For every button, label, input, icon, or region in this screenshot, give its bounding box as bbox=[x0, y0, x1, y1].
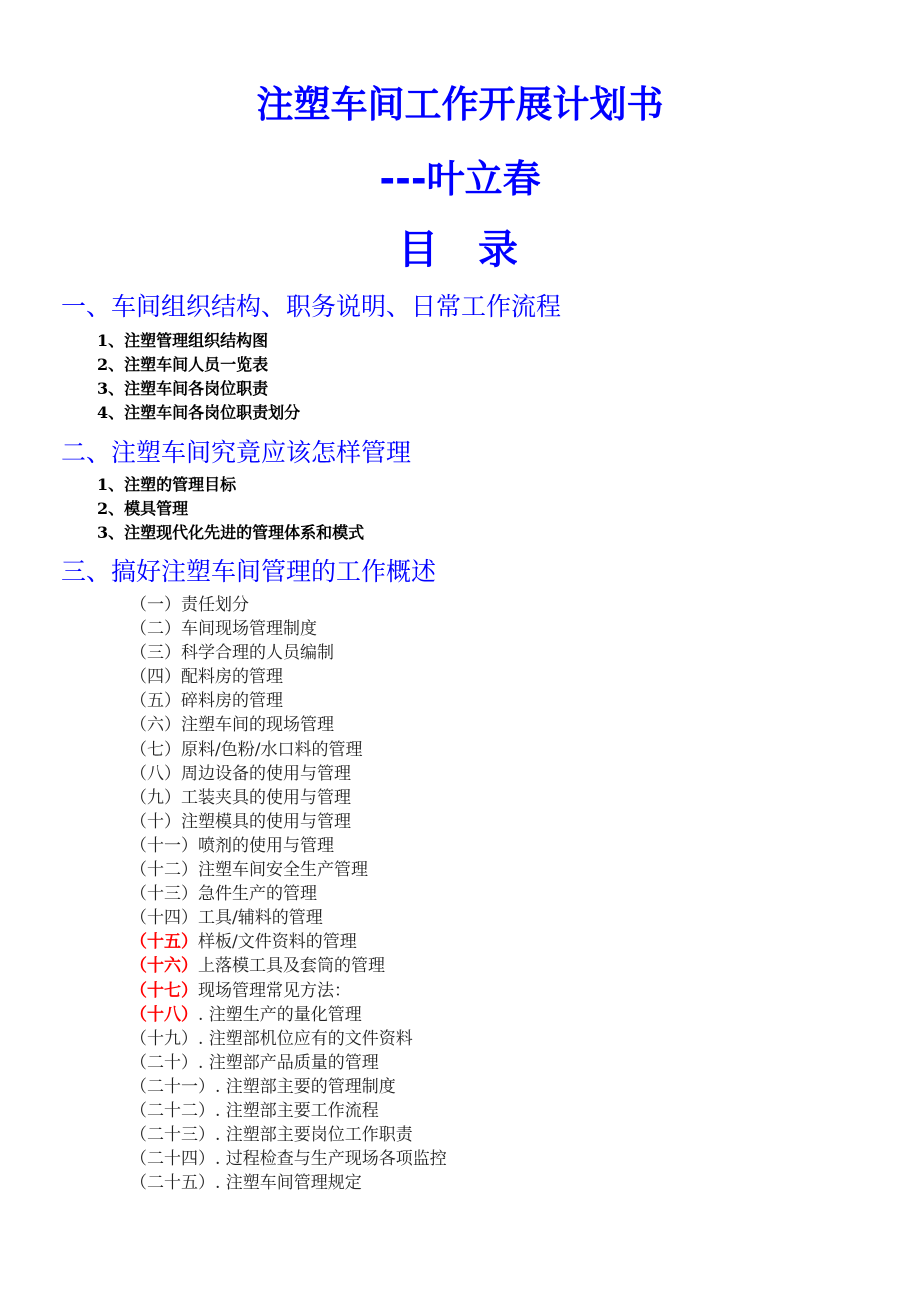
detail-item-number: （二十） bbox=[130, 1052, 198, 1073]
detail-item-number: （三） bbox=[130, 643, 181, 664]
detail-item bbox=[130, 810, 447, 834]
detail-item bbox=[130, 1003, 447, 1027]
detail-item-number: （十） bbox=[130, 811, 181, 832]
author-line: ---叶立春 bbox=[379, 157, 541, 201]
toc-heading: 目录 bbox=[398, 227, 558, 273]
section-1-heading: 一、车间组织结构、职务说明、日常工作流程 bbox=[61, 292, 562, 321]
detail-item-number: （十五） bbox=[130, 932, 198, 953]
detail-item bbox=[130, 930, 447, 954]
detail-item-number: （六） bbox=[130, 715, 181, 736]
detail-item-text: 注塑车间安全生产管理 bbox=[198, 860, 368, 881]
detail-item bbox=[130, 689, 447, 713]
detail-item-text: . 注塑部产品质量的管理 bbox=[198, 1052, 379, 1073]
detail-item bbox=[130, 665, 447, 689]
detail-item-number: （二十一） bbox=[130, 1076, 215, 1097]
section-3-heading: 三、搞好注塑车间管理的工作概述 bbox=[61, 557, 437, 586]
detail-item-text: . 注塑生产的量化管理 bbox=[198, 1004, 362, 1025]
detail-item-number: （二） bbox=[130, 619, 181, 640]
detail-item bbox=[130, 786, 447, 810]
detail-item-text: 注塑车间的现场管理 bbox=[181, 715, 334, 736]
detail-item-text: 喷剂的使用与管理 bbox=[198, 835, 334, 856]
detail-item-text: 车间现场管理制度 bbox=[181, 619, 317, 640]
detail-item-text: . 注塑车间管理规定 bbox=[215, 1173, 362, 1194]
detail-item bbox=[130, 738, 447, 762]
detail-item-number: （十九） bbox=[130, 1028, 198, 1049]
detail-item bbox=[130, 713, 447, 737]
detail-item bbox=[130, 834, 447, 858]
detail-item bbox=[130, 1147, 447, 1171]
detail-item-number: （十四） bbox=[130, 908, 198, 929]
detail-item-text: 原料/色粉/水口料的管理 bbox=[181, 739, 363, 760]
detail-item-text: 现场管理常见方法： bbox=[198, 980, 351, 1001]
detail-item-text: 配料房的管理 bbox=[181, 667, 283, 688]
detail-item bbox=[130, 1051, 447, 1075]
detail-item bbox=[130, 1075, 447, 1099]
detail-item bbox=[130, 858, 447, 882]
detail-item bbox=[130, 954, 447, 978]
detail-item bbox=[130, 1099, 447, 1123]
detail-item bbox=[130, 1171, 447, 1195]
section-1-item: 1、注塑管理组织结构图 bbox=[97, 331, 269, 350]
detail-item-text: 科学合理的人员编制 bbox=[181, 643, 334, 664]
detail-item-text: 责任划分 bbox=[181, 595, 249, 615]
detail-item-text: 工装夹具的使用与管理 bbox=[181, 787, 351, 808]
detail-item-number: （七） bbox=[130, 739, 181, 760]
detail-item-number: （二十四） bbox=[130, 1149, 215, 1170]
detail-item bbox=[130, 1123, 447, 1147]
detail-item-number: （二十五） bbox=[130, 1173, 215, 1194]
detail-item-number: （十七） bbox=[130, 980, 198, 1001]
detail-item bbox=[130, 762, 447, 786]
detail-item-text: 上落模工具及套筒的管理 bbox=[198, 956, 385, 977]
section-2-heading: 二、注塑车间究竟应该怎样管理 bbox=[61, 438, 412, 467]
detail-item-text: 急件生产的管理 bbox=[198, 884, 317, 905]
detail-item bbox=[130, 593, 447, 617]
section-1-list bbox=[97, 329, 300, 425]
detail-item-number: （二十二） bbox=[130, 1100, 215, 1121]
section-2-list bbox=[97, 473, 364, 545]
document-title: 注塑车间工作开展计划书 bbox=[256, 83, 664, 126]
detail-item-number: （十一） bbox=[130, 835, 198, 856]
detail-item-text: . 注塑部机位应有的文件资料 bbox=[198, 1028, 413, 1049]
detail-item-text: 注塑模具的使用与管理 bbox=[181, 811, 351, 832]
detail-item bbox=[130, 906, 447, 930]
detail-item-text: 工具/辅料的管理 bbox=[198, 908, 323, 929]
section-2-item: 2、模具管理 bbox=[97, 499, 189, 518]
detail-item-number: （十八） bbox=[130, 1004, 198, 1025]
detail-item-number: （十二） bbox=[130, 860, 198, 881]
detail-item-text: 样板/文件资料的管理 bbox=[198, 932, 357, 953]
detail-item-number: （十六） bbox=[130, 956, 198, 977]
section-1-item: 3、注塑车间各岗位职责 bbox=[97, 379, 269, 398]
section-1-item: 4、注塑车间各岗位职责划分 bbox=[97, 403, 301, 422]
section-2-item: 3、注塑现代化先进的管理体系和模式 bbox=[97, 523, 365, 542]
detail-item bbox=[130, 1027, 447, 1051]
detail-item bbox=[130, 641, 447, 665]
detail-item-text: . 注塑部主要工作流程 bbox=[215, 1100, 379, 1121]
detail-item-text: . 注塑部主要的管理制度 bbox=[215, 1076, 396, 1097]
detail-item-number: （五） bbox=[130, 691, 181, 712]
detail-item-text: 周边设备的使用与管理 bbox=[181, 763, 351, 784]
detail-item-number: （二十三） bbox=[130, 1125, 215, 1146]
detail-item-number: （四） bbox=[130, 667, 181, 688]
detail-item bbox=[130, 617, 447, 641]
detail-item-number: （一） bbox=[130, 595, 181, 615]
detail-item-text: 碎料房的管理 bbox=[181, 691, 283, 712]
detail-item-number: （十三） bbox=[130, 884, 198, 905]
detail-item-text: . 过程检查与生产现场各项监控 bbox=[215, 1149, 447, 1170]
detail-item bbox=[130, 979, 447, 1003]
section-3-detail-list bbox=[130, 593, 447, 1195]
detail-item bbox=[130, 882, 447, 906]
detail-item-text: . 注塑部主要岗位工作职责 bbox=[215, 1125, 413, 1146]
detail-item-number: （八） bbox=[130, 763, 181, 784]
section-1-item: 2、注塑车间人员一览表 bbox=[97, 355, 269, 374]
detail-item-number: （九） bbox=[130, 787, 181, 808]
section-2-item: 1、注塑的管理目标 bbox=[97, 475, 237, 494]
